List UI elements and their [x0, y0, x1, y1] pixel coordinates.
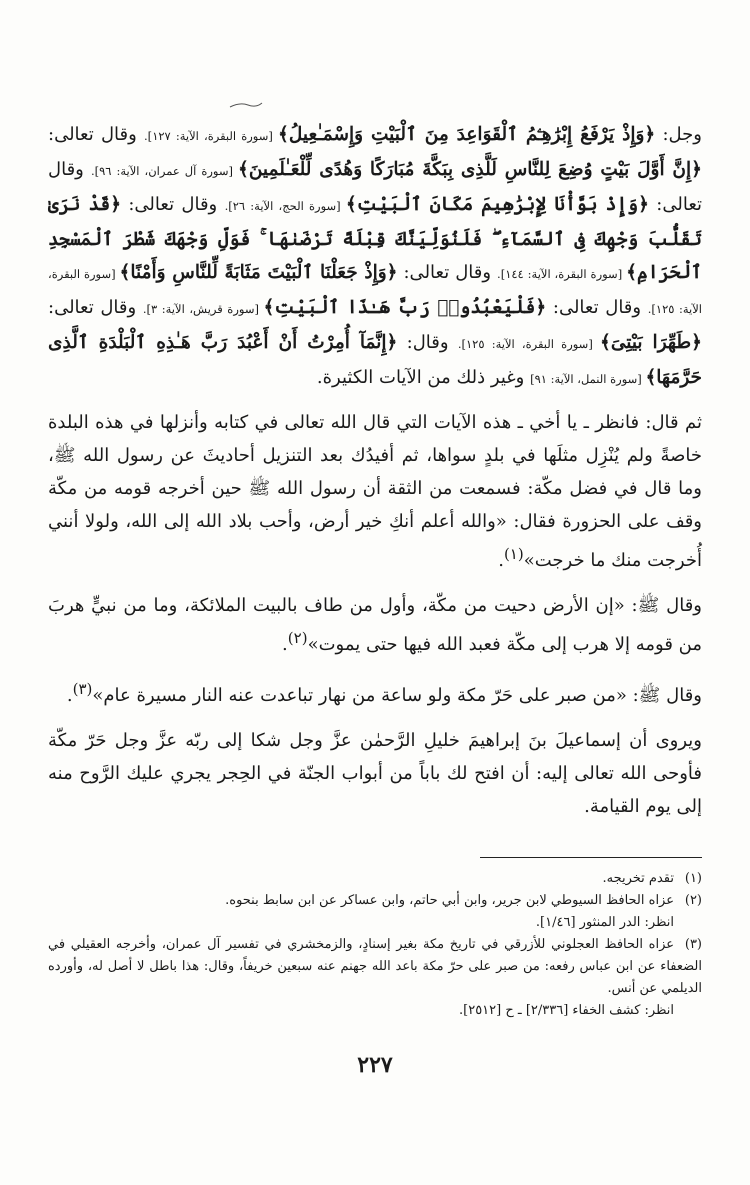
text-span: وجل:	[655, 124, 702, 145]
text-span: وقال:	[397, 332, 458, 353]
footnote-3	[48, 934, 702, 1000]
verse-reference: [سورة البقرة، الآية: ١٢٥].	[48, 267, 702, 316]
footnote-text: تقدم تخريجه.	[602, 871, 674, 886]
text-span: .	[66, 685, 73, 706]
footnote-3-reference: انظر: كشف الخفاء [٢/٣٣٦] ـ ح [٢٥١٢].	[459, 1003, 674, 1018]
narration-paragraph: ويروى أن إسماعيلَ بنَ إبراهيمَ خليلِ الرَّحمٰن عزَّ وجل شكا إلى ربّه عزَّ وجل حَرّ مكّة فأوحى الله تعالى إليه: أن افتح لك باباً من أبواب الجنّة في الحِجر يجري عليك الرَّوح منه إلى يوم القيامة.	[48, 730, 702, 817]
verse-reference: [سورة آل عمران، الآية: ٩٦].	[90, 164, 238, 178]
quran-verse: ﴿وَإِذْ يَرْفَعُ إِبْرَٰهِـۧمُ ٱلْقَوَاعِدَ مِنَ ٱلْبَيْتِ وَإِسْمَـٰعِيلُ﴾	[278, 124, 656, 145]
quran-verse: ﴿إِنَّ أَوَّلَ بَيْتٍ وُضِعَ لِلنَّاسِ لَلَّذِى بِبَكَّةَ مُبَارَكًا وَهُدًى لِّلْعَـٰلَمِينَ﴾	[238, 159, 702, 180]
page-number: ٢٢٧	[357, 1052, 393, 1078]
text-span: ثم قال: فانظر ـ يا أخي ـ هذه الآيات التي قال الله تعالى في كتابه وأنزلها في هذه البلدة خاصةً ولم يُنْزِل مثلَها في بلدٍ سواها، ثم أفيدُك بعد التنزيل أحاديثَ عن رسول الله ﷺ، وما قال في فضل مكّة: فسمعت من الثقة أن رسول الله ﷺ حين أخرجه قومه من مكّة وقف على الحزورة فقال: «والله أعلم أنكِ خير أرض، وأحب بلاد الله إلى الله، ولولا أنني أُخرجت منك ما خرجت»	[48, 412, 702, 571]
text-span: وقال تعالى:	[397, 262, 498, 283]
footnote-2	[48, 890, 702, 912]
text-span: .	[282, 634, 288, 655]
quran-verse: ﴿قَدْ نَرَىٰ تَقَلُّبَ وَجْهِكَ فِى ٱلسَّمَآءِ ۖ فَلَنُوَلِّيَنَّكَ قِبْلَةً تَرْضَىٰهَا ۚ فَوَلِّ وَجْهَكَ شَطْرَ ٱلْمَسْجِدِ ٱلْحَرَامِ﴾	[48, 194, 702, 283]
footnote-1	[48, 868, 702, 890]
quran-verse: ﴿إِنَّمَآ أُمِرْتُ أَنْ أَعْبُدَ رَبَّ هَـٰذِهِ ٱلْبَلْدَةِ ٱلَّذِى حَرَّمَهَا﴾	[48, 332, 702, 388]
quran-verses-paragraph	[48, 118, 702, 396]
quran-verse: ﴿طَهِّرَا بَيْتِىَ﴾	[600, 332, 702, 353]
text-span: وقال تعالى:	[48, 124, 145, 145]
verse-reference: [سورة قريش، الآية: ٣].	[142, 302, 264, 316]
footnotes	[48, 868, 702, 1022]
verse-reference: [سورة البقرة، الآية: ١٢٧].	[144, 129, 279, 143]
text-span: .	[498, 550, 504, 571]
verse-reference: [سورة البقرة، الآية: ١٤٤].	[497, 267, 627, 281]
verse-reference: [سورة الحج، الآية: ٢٦].	[224, 199, 346, 213]
footnote-number: (٢)	[684, 893, 702, 908]
pen-mark-icon	[228, 100, 264, 110]
footnote-marker: (٣)	[72, 680, 93, 698]
footnote-2-reference: انظر: الدر المنثور [١/٤٦].	[535, 915, 674, 930]
footnote-number: (١)	[684, 871, 702, 886]
hadith-paragraph-1	[48, 406, 702, 577]
footnote-separator	[480, 857, 702, 858]
footnote-text: عزاه الحافظ السيوطي لابن جرير، وابن أبي حاتم، وابن عساكر عن ابن سابط بنحوه.	[225, 893, 674, 908]
footnote-marker: (٢)	[287, 629, 308, 647]
verse-reference: [سورة النمل، الآية: ٩١]	[530, 372, 646, 386]
text-span: وقال تعالى:	[48, 159, 703, 215]
footnote-marker: (١)	[503, 545, 524, 563]
quran-verse: ﴿وَإِذْ بَوَّأْنَا لِإِبْرَٰهِيمَ مَكَانَ ٱلْبَيْتِ﴾	[345, 194, 649, 215]
footnote-number: (٣)	[684, 937, 702, 952]
text-span: وقال ﷺ: «من صبر على حَرّ مكة ولو ساعة من نهار تباعدت عنه النار مسيرة عام»	[92, 685, 702, 706]
text-span: وغير ذلك من الآيات الكثيرة.	[316, 367, 531, 388]
text-span: وقال ﷺ: «إن الأرض دحيت من مكّة، وأول من طاف بالبيت الملائكة، وما من نبيٍّ هربَ من قومه إلا هرب إلى مكّة فعبد الله فيها حتى يموت»	[48, 595, 702, 655]
page-body	[48, 118, 702, 835]
text-span: وقال تعالى:	[48, 297, 143, 318]
footnote-text: عزاه الحافظ العجلوني للأزرقي في تاريخ مكة بغير إسنادٍ، والزمخشري في تفسير آل عمران، وأخرجه العقيلي في الضعفاء عن ابن عباس رفعه: من صبر على حرّ مكة باعد الله جهنم عنه سبعين خريفاً، وقال: هذا باطل لا أصل له، وأورده الديلمي عن أنس.	[48, 937, 702, 996]
verse-reference: [سورة البقرة، الآية: ١٢٥].	[457, 337, 600, 351]
hadith-paragraph-2	[48, 589, 702, 661]
text-span: وقال تعالى:	[546, 297, 648, 318]
hadith-paragraph-3	[48, 673, 702, 712]
quran-verse: ﴿فَلْيَعْبُدُوا۟ رَبَّ هَـٰذَا ٱلْبَيْتِ﴾	[263, 297, 547, 318]
quran-verse: ﴿وَإِذْ جَعَلْنَا ٱلْبَيْتَ مَثَابَةً لِّلنَّاسِ وَأَمْنًا﴾	[119, 262, 398, 283]
text-span: وقال تعالى:	[121, 194, 225, 215]
